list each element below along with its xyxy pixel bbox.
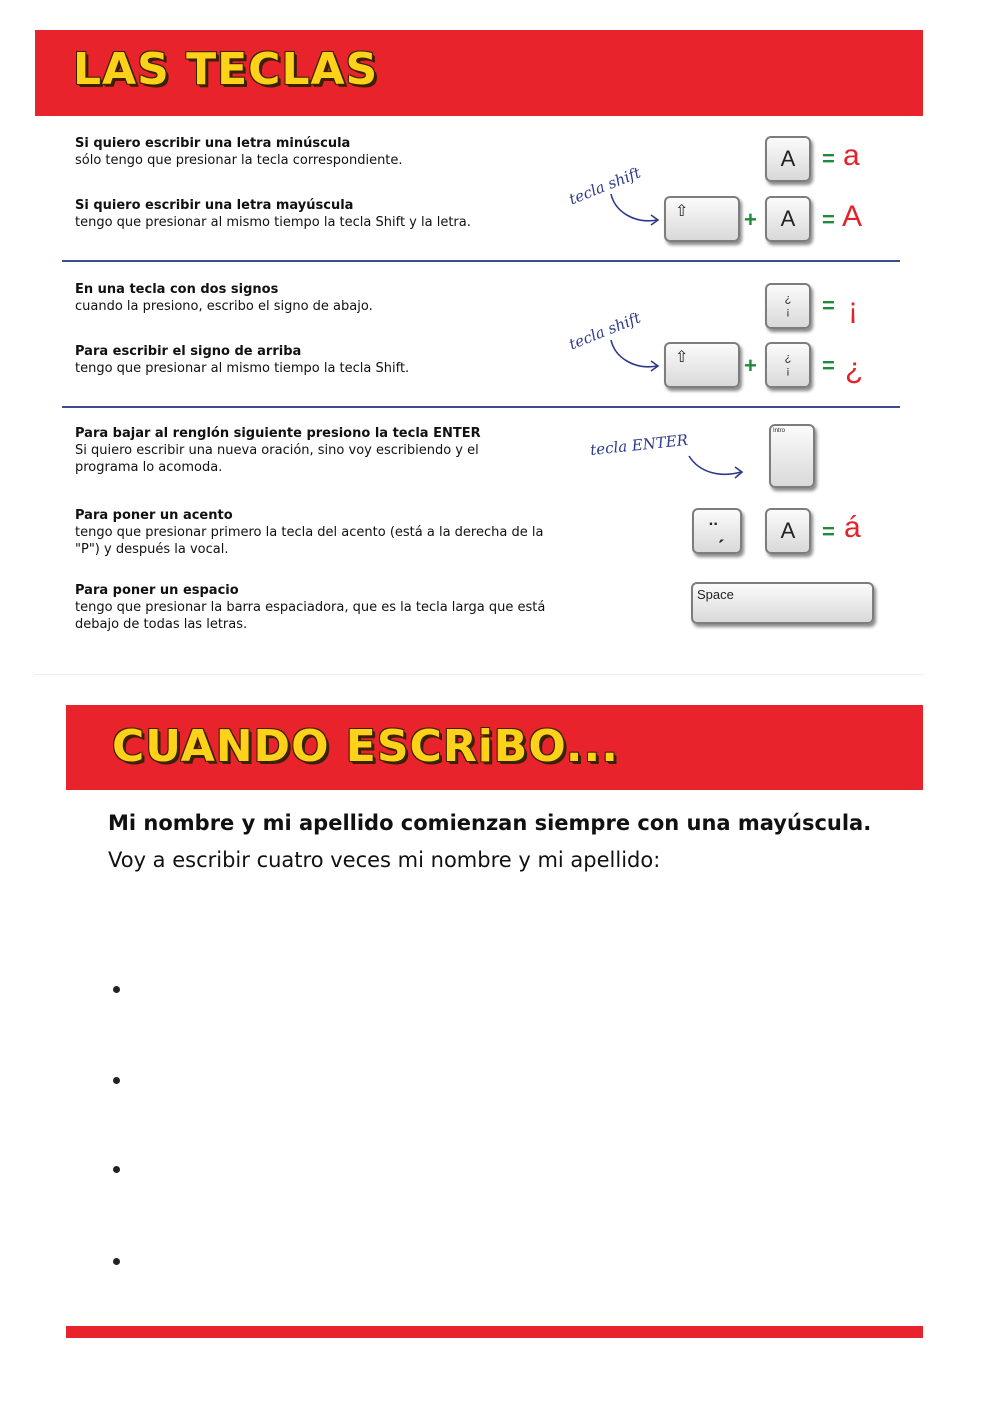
result-question: ¿ bbox=[845, 352, 864, 385]
key-a: A bbox=[765, 196, 811, 242]
result-lower-a: a bbox=[843, 139, 860, 172]
key-sign: ¿ ¡ bbox=[765, 283, 811, 329]
plus-sign: + bbox=[744, 207, 757, 232]
handwritten-shift-label: tecla shift bbox=[566, 308, 644, 354]
instruction: Voy a escribir cuatro veces mi nombre y mi apellido: bbox=[108, 848, 661, 872]
equals-sign: = bbox=[822, 146, 835, 171]
equals-sign: = bbox=[822, 519, 835, 544]
key-a: A bbox=[765, 136, 811, 182]
bottom-bar bbox=[66, 1326, 923, 1338]
arrow-icon bbox=[605, 190, 665, 230]
key-accent: ¨ˏ bbox=[692, 508, 742, 554]
arrow-icon bbox=[685, 452, 750, 482]
bullet bbox=[113, 986, 120, 993]
bullet bbox=[113, 1077, 120, 1084]
row-accent: Para poner un acento tengo que presionar primero la tecla del acento (está a la derecha de la "P") y después la vocal. bbox=[75, 508, 544, 557]
key-enter: Intro bbox=[769, 424, 815, 488]
key-a: A bbox=[765, 508, 811, 554]
row-top-sign: Para escribir el signo de arriba tengo que presionar al mismo tiempo la tecla Shift. bbox=[75, 344, 410, 376]
separator bbox=[62, 406, 900, 408]
handwritten-enter-label: tecla ENTER bbox=[589, 430, 689, 460]
bullet bbox=[113, 1166, 120, 1173]
row-two-signs: En una tecla con dos signos cuando la presiono, escribo el signo de abajo. bbox=[75, 282, 373, 314]
equals-sign: = bbox=[822, 353, 835, 378]
result-accent-a: á bbox=[844, 511, 861, 544]
section1-title: LAS TECLAS bbox=[73, 44, 379, 95]
section2-title: CUANDO ESCRiBO... bbox=[112, 721, 619, 772]
result-exclamation: ¡ bbox=[848, 292, 858, 325]
key-shift: ⇧ bbox=[664, 342, 740, 388]
divider bbox=[34, 674, 924, 675]
key-space: Space bbox=[691, 582, 874, 624]
row-lowercase: Si quiero escribir una letra minúscula sólo tengo que presionar la tecla correspondiente. bbox=[75, 136, 403, 168]
plus-sign: + bbox=[744, 353, 757, 378]
key-shift: ⇧ bbox=[664, 196, 740, 242]
section2-banner bbox=[66, 705, 923, 790]
equals-sign: = bbox=[822, 293, 835, 318]
equals-sign: = bbox=[822, 207, 835, 232]
key-sign: ¿ ¡ bbox=[765, 342, 811, 388]
section1-banner bbox=[35, 30, 923, 116]
result-upper-a: A bbox=[842, 200, 863, 233]
arrow-icon bbox=[605, 336, 665, 376]
handwritten-shift-label: tecla shift bbox=[566, 163, 644, 209]
row-space: Para poner un espacio tengo que presionar la barra espaciadora, que es la tecla larga que está debajo de todas las letras. bbox=[75, 583, 546, 632]
instruction-bold: Mi nombre y mi apellido comienzan siempre con una mayúscula. bbox=[108, 811, 872, 835]
bullet bbox=[113, 1258, 120, 1265]
row-enter: Para bajar al renglón siguiente presiono la tecla ENTER Si quiero escribir una nueva oración, sino voy escribiendo y el programa lo acomoda. bbox=[75, 426, 481, 475]
row-uppercase: Si quiero escribir una letra mayúscula tengo que presionar al mismo tiempo la tecla Shift y la letra. bbox=[75, 198, 471, 230]
separator bbox=[62, 260, 900, 262]
